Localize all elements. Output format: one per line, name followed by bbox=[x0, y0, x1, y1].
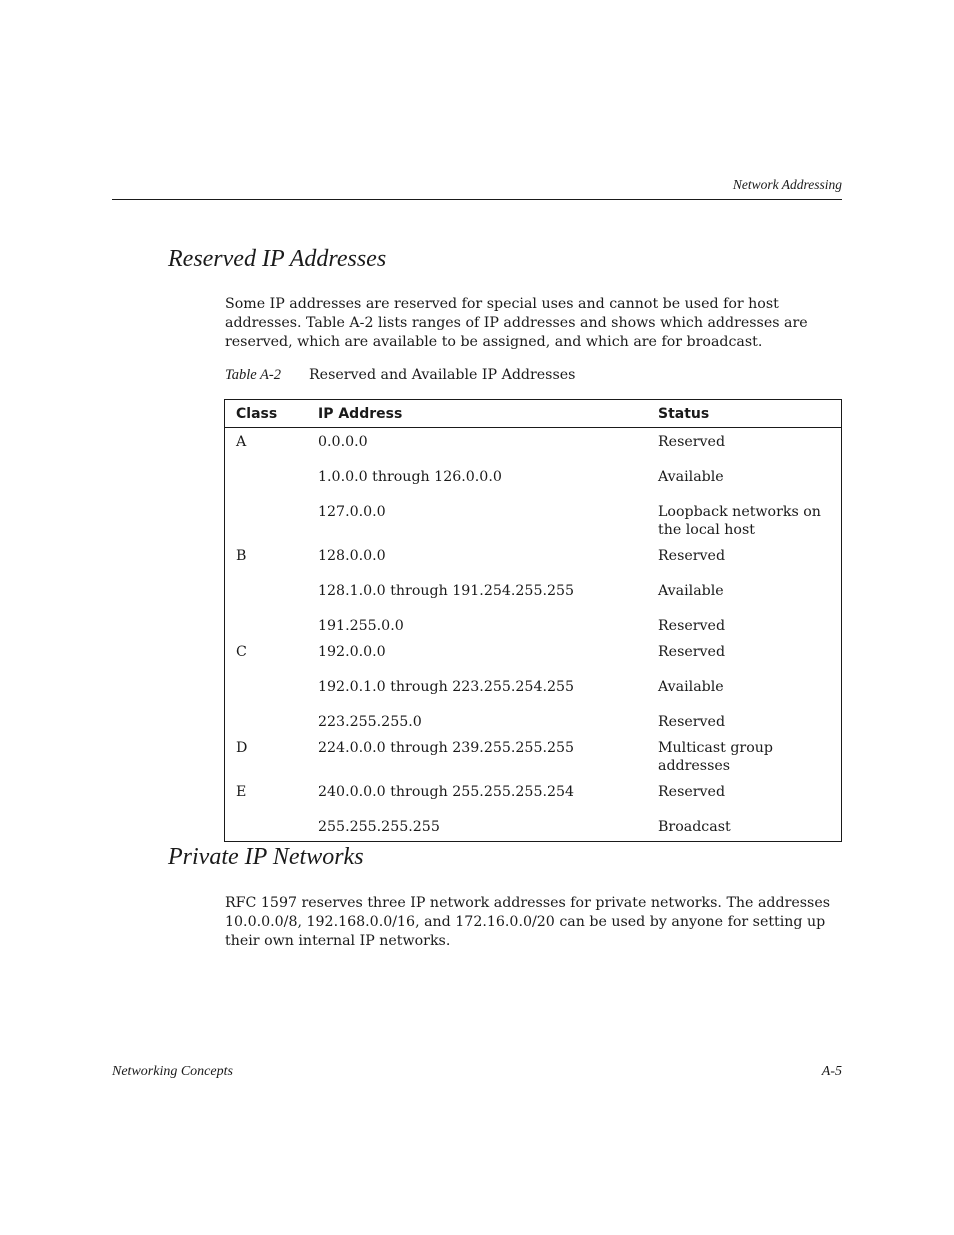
cell-class bbox=[225, 805, 319, 842]
cell-address: 1.0.0.0 through 126.0.0.0 bbox=[318, 469, 502, 485]
footer-page-number: A-5 bbox=[821, 1064, 842, 1079]
table-row bbox=[225, 455, 842, 490]
cell-class: E bbox=[236, 784, 247, 800]
cell-status: Reserved bbox=[658, 548, 726, 564]
cell-class: D bbox=[236, 740, 248, 756]
cell-status: Loopback networks on the local host bbox=[658, 504, 821, 538]
cell-class: A bbox=[236, 434, 247, 450]
table-row bbox=[225, 543, 842, 569]
private-paragraph: RFC 1597 reserves three IP network addresses for private networks. The addresses 10.0.0.0/8, 192.168.0.0/16, and 172.16.0.0/20 can be used by anyone for setting up their own internal IP networks. bbox=[225, 895, 830, 949]
cell-address: 127.0.0.0 bbox=[318, 504, 386, 520]
cell-status: Reserved bbox=[658, 784, 726, 800]
table-row bbox=[225, 805, 842, 842]
cell-address: 128.1.0.0 through 191.254.255.255 bbox=[318, 583, 575, 599]
table-row bbox=[225, 665, 842, 700]
cell-address: 223.255.255.0 bbox=[318, 714, 422, 730]
running-header: Network Addressing bbox=[732, 177, 842, 192]
cell-class: C bbox=[236, 644, 247, 660]
reserved-paragraph: Some IP addresses are reserved for special uses and cannot be used for host addresses. Table A-2 lists ranges of IP addresses and shows which addresses are reserved, which are available to be assigned, and which are for broadcast. bbox=[225, 296, 808, 350]
table-caption-label: Table A-2 bbox=[225, 367, 281, 383]
table-row bbox=[225, 700, 842, 735]
table-row bbox=[225, 639, 842, 665]
cell-address: 0.0.0.0 bbox=[318, 434, 368, 450]
table-row bbox=[225, 490, 842, 543]
footer-book-title: Networking Concepts bbox=[112, 1064, 233, 1079]
cell-status: Available bbox=[658, 583, 724, 599]
cell-status: Reserved bbox=[658, 434, 726, 450]
ip-address-table bbox=[224, 399, 842, 842]
cell-status: Multicast group addresses bbox=[658, 740, 773, 774]
cell-class bbox=[225, 604, 319, 639]
cell-status: Available bbox=[658, 679, 724, 695]
table-row bbox=[225, 428, 842, 456]
cell-status: Reserved bbox=[658, 644, 726, 660]
cell-address: 192.0.0.0 bbox=[318, 644, 386, 660]
cell-class bbox=[225, 665, 319, 700]
cell-class bbox=[225, 490, 319, 543]
table-caption bbox=[225, 367, 575, 384]
column-header-ip-address: IP Address bbox=[318, 400, 658, 428]
column-header-class: Class bbox=[225, 400, 319, 428]
cell-class bbox=[225, 569, 319, 604]
table-row bbox=[225, 779, 842, 805]
table-row bbox=[225, 735, 842, 779]
cell-status: Reserved bbox=[658, 714, 726, 730]
section-title-reserved: Reserved IP Addresses bbox=[168, 246, 387, 272]
cell-address: 192.0.1.0 through 223.255.254.255 bbox=[318, 679, 575, 695]
cell-class bbox=[225, 700, 319, 735]
cell-class: B bbox=[236, 548, 247, 564]
header-rule bbox=[112, 199, 842, 200]
cell-class bbox=[225, 455, 319, 490]
table-caption-title: Reserved and Available IP Addresses bbox=[309, 367, 576, 383]
cell-address: 255.255.255.255 bbox=[318, 819, 440, 835]
cell-status: Reserved bbox=[658, 618, 726, 634]
cell-address: 128.0.0.0 bbox=[318, 548, 386, 564]
cell-address: 240.0.0.0 through 255.255.255.254 bbox=[318, 784, 575, 800]
table-header-row bbox=[225, 400, 842, 428]
table-row bbox=[225, 569, 842, 604]
table-row bbox=[225, 604, 842, 639]
cell-address: 224.0.0.0 through 239.255.255.255 bbox=[318, 740, 575, 756]
cell-status: Available bbox=[658, 469, 724, 485]
column-header-status: Status bbox=[658, 400, 842, 428]
cell-status: Broadcast bbox=[658, 819, 731, 835]
cell-address: 191.255.0.0 bbox=[318, 618, 404, 634]
section-title-private: Private IP Networks bbox=[168, 844, 364, 870]
